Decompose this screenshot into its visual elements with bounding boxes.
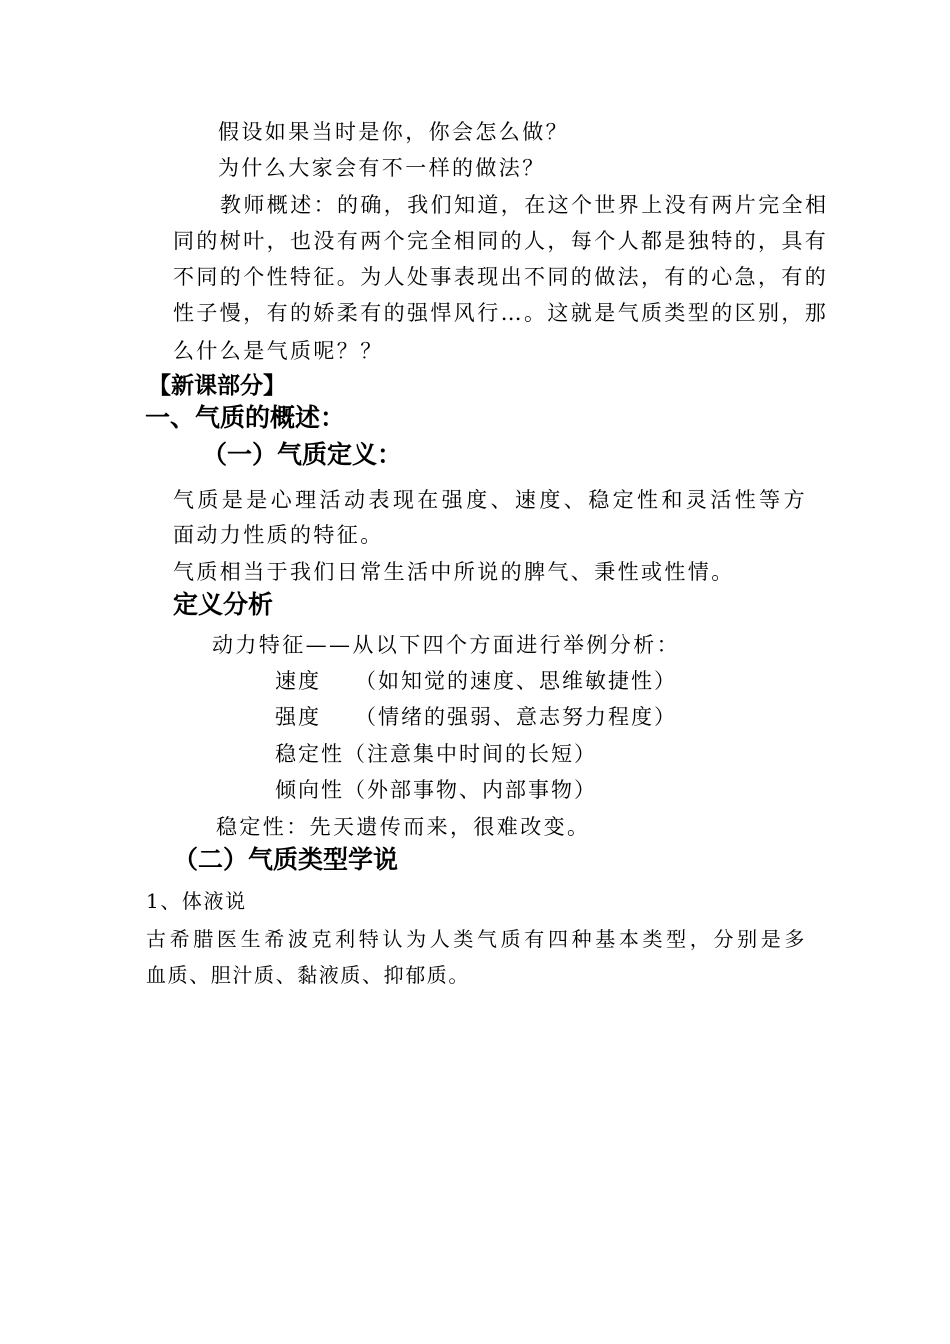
aspect-stability [275, 736, 597, 772]
definition-line-2: 面动力性质的特征。 [173, 523, 384, 547]
definition-note: 气质相当于我们日常生活中所说的脾气、秉性或性情。 [173, 560, 735, 584]
subheading-temperament-definition: （一）气质定义： [202, 440, 403, 469]
section-label: 【新课部分】 [148, 373, 286, 399]
heading-temperament-overview: 一、气质的概述： [145, 403, 346, 432]
intro-question-1: 假设如果当时是你，你会怎么做？ [218, 120, 569, 144]
subheading-temperament-theories: （二）气质类型学说 [173, 845, 399, 874]
aspect-term: 倾向性 [275, 778, 344, 802]
aspect-desc: （情绪的强弱、意志努力程度） [355, 705, 677, 729]
intro-question-2: 为什么大家会有不一样的做法？ [218, 156, 546, 180]
aspect-desc: （外部事物、内部事物） [344, 778, 597, 802]
aspect-desc: （如知觉的速度、思维敏捷性） [355, 669, 677, 693]
theory-humoral-line-1: 古希腊医生希波克利特认为人类气质有四种基本类型，分别是多 [146, 927, 806, 951]
analysis-intro: 动力特征——从以下四个方面进行举例分析： [212, 633, 680, 657]
teacher-summary-line-3: 不同的个性特征。为人处事表现出不同的做法，有的心急，有的 [173, 265, 829, 289]
definition-line-1: 气质是是心理活动表现在强度、速度、稳定性和灵活性等方 [173, 488, 807, 512]
stability-note: 稳定性：先天遗传而来，很难改变。 [216, 815, 591, 839]
teacher-summary-line-5: 么什么是气质呢？？ [173, 339, 384, 363]
aspect-tendency [275, 772, 597, 808]
teacher-summary-line-2: 同的树叶，也没有两个完全相同的人，每个人都是独特的，具有 [173, 229, 829, 253]
theory-humoral-line-2: 血质、胆汁质、黏液质、抑郁质。 [146, 963, 470, 987]
aspect-desc: （注意集中时间的长短） [344, 742, 597, 766]
teacher-summary-line-4: 性子慢，有的娇柔有的强悍风行…。这就是气质类型的区别，那 [173, 301, 829, 325]
aspect-term: 速度 [275, 669, 321, 693]
theory-humoral-title: 1、体液说 [146, 889, 247, 913]
aspect-speed [275, 663, 677, 699]
aspect-term: 强度 [275, 705, 321, 729]
aspect-term: 稳定性 [275, 742, 344, 766]
definition-analysis-title: 定义分析 [173, 590, 274, 619]
teacher-summary-line-1: 教师概述：的确，我们知道，在这个世界上没有两片完全相 [220, 193, 829, 217]
aspect-intensity [275, 699, 677, 735]
